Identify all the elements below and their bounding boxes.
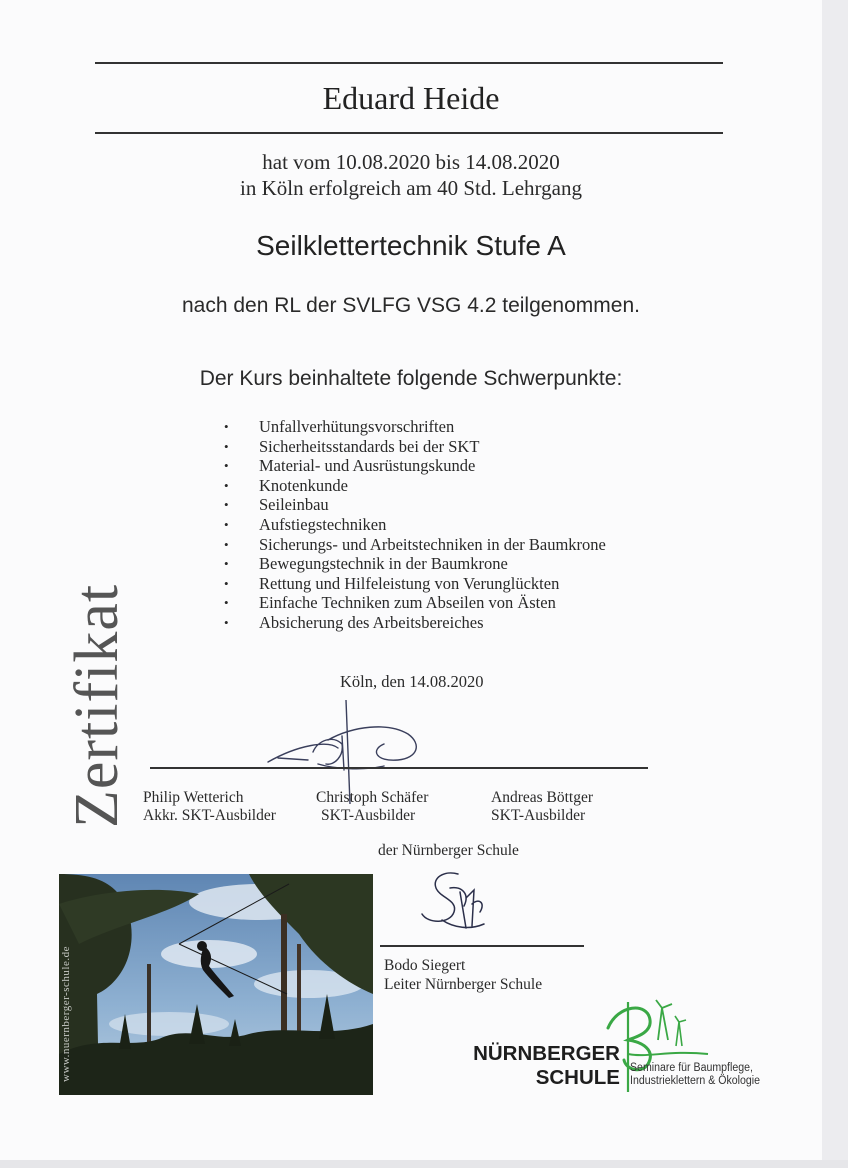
logo-tagline-2: Industrieklettern & Ökologie [630,1075,760,1087]
leader-name: Bodo Siegert [384,957,466,974]
signer-role: Akkr. SKT-Ausbilder [143,807,276,824]
topic-item: • Rettung und Hilfeleistung von Verunglückten [222,574,606,594]
logo-tagline-1: Seminare für Baumpflege, [630,1062,753,1074]
signer-role: SKT-Ausbilder [321,807,416,824]
topic-item: • Einfache Techniken zum Abseilen von Ästen [222,593,606,613]
focus-heading: Der Kurs beinhaltete folgende Schwerpunkte: [199,367,623,390]
school-label: der Nürnberger Schule [378,842,519,859]
logo-line-1: NÜRNBERGER [473,1042,620,1065]
signer-role: SKT-Ausbilder [491,807,586,824]
topic-item: • Seileinbau [222,495,606,515]
signer-name: Christoph Schäfer [316,789,429,806]
climbing-photo [59,874,373,1095]
course-title: Seilklettertechnik Stufe A [256,230,566,261]
place-date: Köln, den 14.08.2020 [340,672,484,691]
topic-item: • Material- und Ausrüstungskunde [222,456,606,476]
school-logo-tagline [630,1062,760,1088]
topic-item: • Aufstiegstechniken [222,515,606,535]
regulation-text: nach den RL der SVLFG VSG 4.2 teilgenommen. [182,294,640,317]
topic-item: • Bewegungstechnik in der Baumkrone [222,554,606,574]
school-logo-wordmark [470,1042,620,1090]
leader-block [384,956,542,994]
signer-2 [316,789,428,825]
signer-name: Philip Wetterich [143,789,244,806]
certificate-vertical-title: Zertifikat [63,583,131,828]
date-range-text: hat vom 10.08.2020 bis 14.08.2020 [262,150,560,174]
topic-item: • Unfallverhütungsvorschriften [222,417,606,437]
topic-item: • Absicherung des Arbeitsbereiches [222,613,606,633]
photo-watermark: www.nuernberger-schule.de [60,946,72,1082]
signature-line [150,767,648,769]
location-text: in Köln erfolgreich am 40 Std. Lehrgang [240,176,582,200]
signer-1 [143,789,276,825]
logo-line-2: SCHULE [535,1066,620,1089]
leader-signature-line [380,945,584,947]
top-rule [95,62,723,64]
topic-item: • Sicherungs- und Arbeitstechniken in der Baumkrone [222,535,606,555]
signer-name: Andreas Böttger [491,789,594,806]
page-edge [822,0,848,1168]
topic-item: • Sicherheitsstandards bei der SKT [222,437,606,457]
recipient-name: Eduard Heide [322,80,500,116]
page-edge-bottom [0,1160,848,1168]
topic-list [222,417,606,633]
leader-role: Leiter Nürnberger Schule [384,976,543,993]
signer-3 [491,789,593,825]
leader-signature [414,868,494,940]
name-underline [95,132,723,134]
topic-item: • Knotenkunde [222,476,606,496]
